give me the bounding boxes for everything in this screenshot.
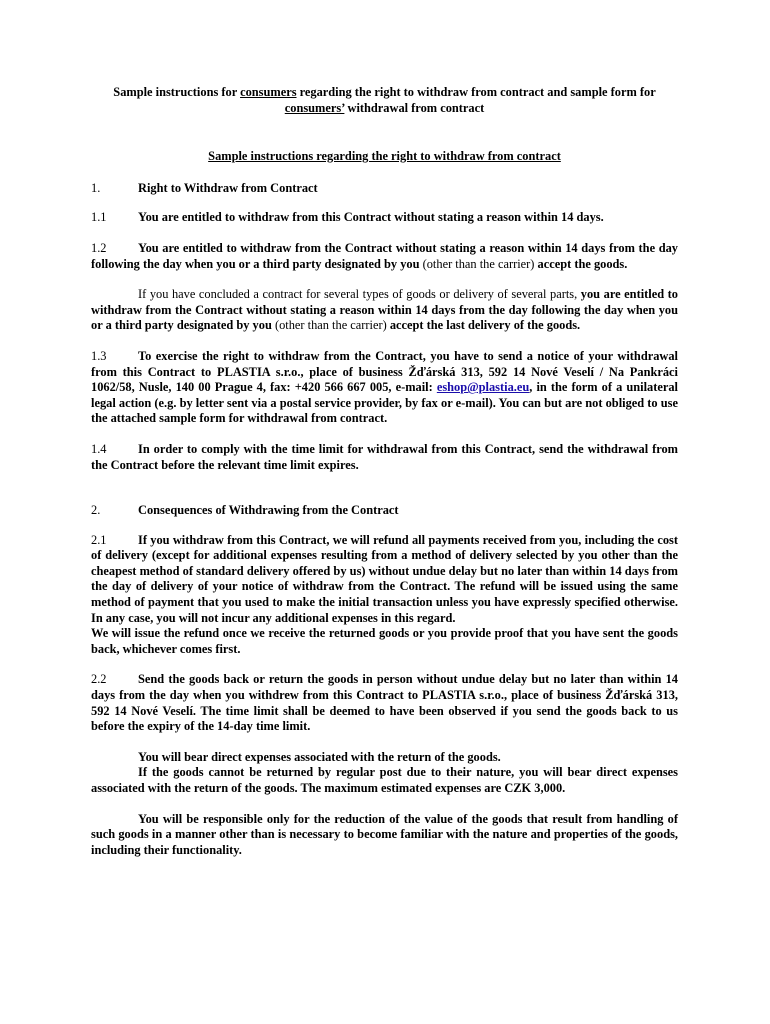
section-2-heading	[91, 503, 678, 519]
section-number: 1.	[91, 180, 101, 195]
paragraph-text: , in the form of a unilateral legal action (e.g. by letter sent via a postal service provider, by fax or e-mail). You can but are not obliged to use the attached sample form for withdrawal from contract.	[91, 380, 678, 426]
paragraph-text: To exercise the right to withdraw from the Contract, you have to send a notice of your withdrawal from this Contract to PLASTIA s.r.o., place of business Žďárská 313, 592 14 Nové Veselí / Na Pankráci 1062/58, Nusle, 140 00 Prague 4, fax: +420 566 667 005, e-mail:	[91, 348, 678, 395]
paragraph-text: You are entitled to withdraw from the Contract without stating a reason within 14 days from the day following the day when you or a third party designated by you	[91, 240, 678, 271]
document-title	[91, 85, 678, 116]
section-title: Right to Withdraw from Contract	[138, 180, 318, 195]
paragraph-2-2b: You will bear direct expenses associated with the return of the goods.	[138, 749, 501, 764]
paragraph-number: 1.4	[91, 441, 107, 456]
email-link[interactable]: eshop@plastia.eu	[436, 380, 530, 395]
paragraph-1-3	[91, 349, 678, 427]
paragraph-1-2	[91, 241, 678, 272]
paragraph-number: 1.3	[91, 348, 107, 363]
paragraph-text: (other than the carrier)	[271, 318, 390, 333]
paragraph-text: In order to comply with the time limit for withdrawal from this Contract, send the withdrawal from the Contract before the relevant time limit expires.	[91, 441, 678, 472]
paragraph-text: (other than the carrier)	[419, 256, 538, 271]
paragraph-2-2	[91, 672, 678, 734]
title-consumers-link: consumers	[240, 85, 297, 99]
paragraph-1-2b	[91, 287, 678, 334]
paragraph-text: Send the goods back or return the goods in person without undue delay but no later than within 14 days from the day when you withdrew from this Contract to PLASTIA s.r.o., place of business Žďárská 313, 592 14 Nové Veselí. The time limit shall be deemed to have been observed if you send the goods back to us before the expiry of the 14-day time limit.	[91, 672, 678, 734]
paragraph-number: 2.2	[91, 672, 107, 687]
paragraph-1-4	[91, 442, 678, 473]
paragraph-number: 1.1	[91, 210, 107, 225]
paragraph-text: you are entitled to withdraw from the Contract without stating a reason within 14 days from the day following the day when you or a third party designated by you	[91, 287, 678, 333]
paragraph-number: 2.1	[91, 532, 107, 547]
paragraph-text: accept the last delivery of the goods.	[389, 318, 581, 333]
document-page	[91, 85, 678, 858]
section-1-heading	[91, 181, 678, 197]
title-text: withdrawal from contract	[344, 100, 485, 115]
paragraph-text: You are entitled to withdraw from this Contract without stating a reason within 14 days.	[138, 210, 604, 225]
paragraph-2-2d: You will be responsible only for the reduction of the value of the goods that result from handling of such goods in a manner other than is necessary to become familiar with the nature and properties of the goods, including their functionality.	[91, 811, 678, 857]
paragraph-1-1	[91, 210, 678, 226]
paragraph-text: If you have concluded a contract for several types of goods or delivery of several parts,	[138, 287, 581, 302]
section-number: 2.	[91, 503, 101, 518]
paragraph-2-1	[91, 533, 678, 627]
paragraph-text: If you withdraw from this Contract, we will refund all payments received from you, including the cost of delivery (except for additional expenses resulting from a method of delivery selected by you other than the cheapest method of standard delivery offered by us) without undue delay but no later than within 14 days from the day of delivery of your notice of withdraw from the Contract. The refund will be issued using the same method of payment that you used to make the initial transaction unless you have expressly specified otherwise. In any case, you will not incur any additional expenses in this regard.	[91, 532, 678, 625]
title-text: regarding the right to withdraw from contract and sample form for	[296, 85, 656, 99]
title-consumers-link: consumers’	[284, 100, 345, 115]
paragraph-2-2c: If the goods cannot be returned by regular post due to their nature, you will bear direct expenses associated with the return of the goods. The maximum estimated expenses are CZK 3,000.	[91, 765, 678, 795]
document-subtitle: Sample instructions regarding the right to withdraw from contract	[208, 149, 561, 164]
section-title: Consequences of Withdrawing from the Contract	[138, 503, 399, 518]
paragraph-number: 1.2	[91, 240, 107, 255]
paragraph-text: accept the goods.	[537, 256, 628, 271]
paragraph-2-1-refund: We will issue the refund once we receive the returned goods or you provide proof that you have sent the goods back, whichever comes first.	[91, 626, 678, 656]
title-text: Sample instructions for	[113, 85, 241, 99]
